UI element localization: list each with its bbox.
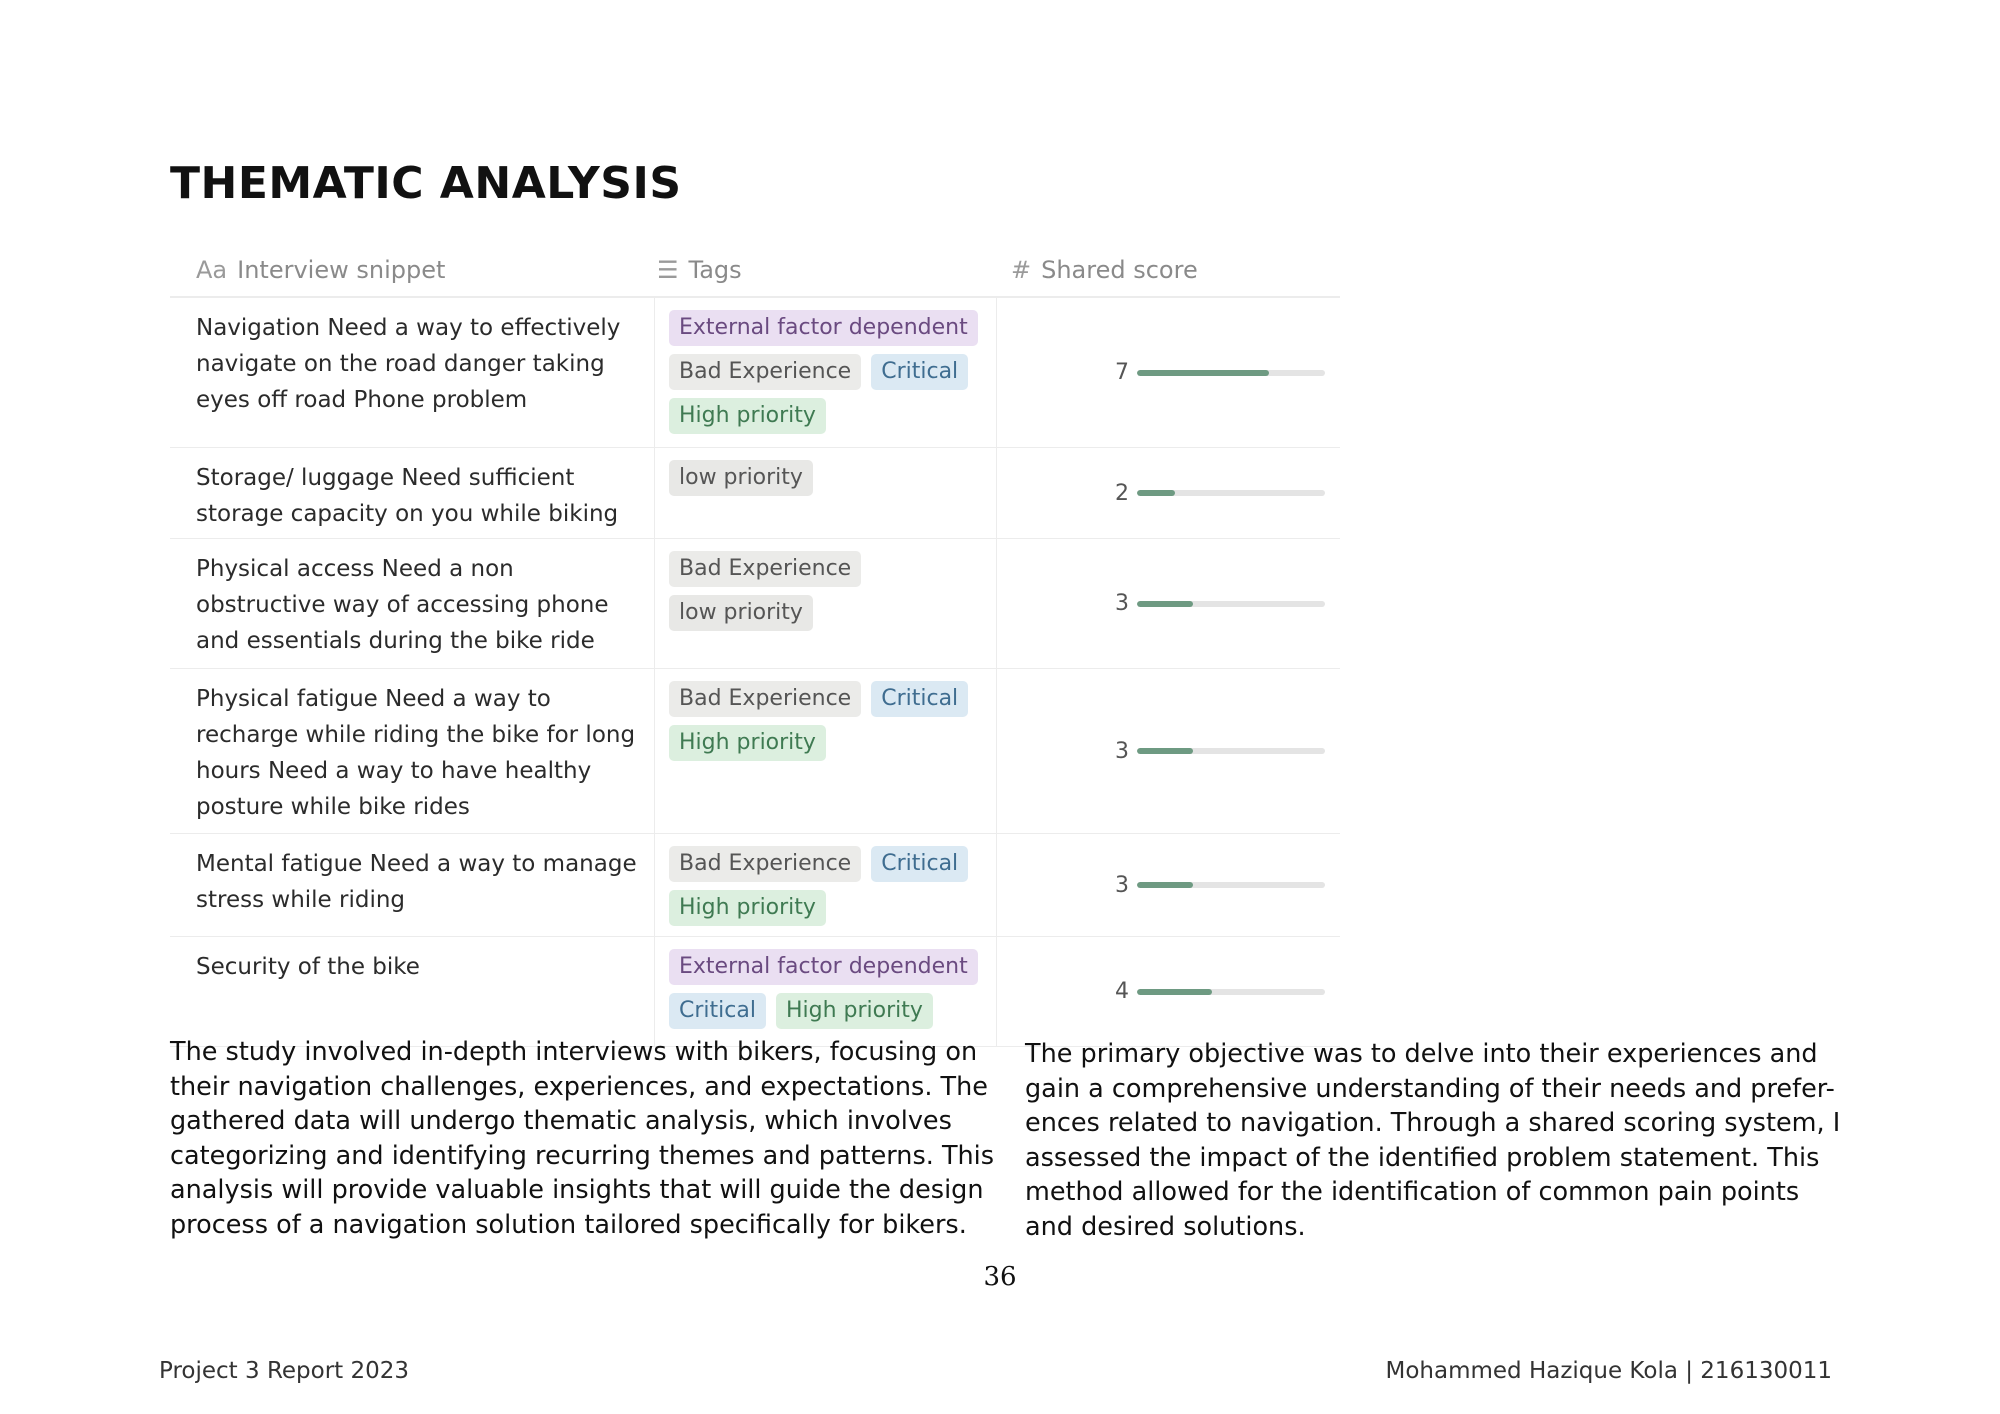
tag-badge: External factor dependent — [669, 949, 978, 985]
tag-badge: Critical — [871, 681, 968, 717]
tag-badge: High priority — [669, 725, 826, 761]
column-header-interview-snippet[interactable] — [170, 256, 655, 284]
tags-cell — [655, 539, 997, 668]
interview-snippet-cell: Security of the bike — [170, 937, 655, 1046]
footer-project-label: Project 3 Report 2023 — [159, 1358, 410, 1384]
table-row[interactable] — [170, 669, 1340, 834]
tag-badge: High priority — [776, 993, 933, 1029]
page-number: 36 — [983, 1262, 1017, 1292]
tag-badge: Critical — [669, 993, 766, 1029]
tag-badge: External factor dependent — [669, 310, 978, 346]
tag-badge: Bad Experience — [669, 354, 861, 390]
score-progress-fill — [1137, 490, 1175, 496]
tag-badge: Critical — [871, 846, 968, 882]
shared-score-cell — [997, 539, 1340, 668]
body-paragraph-right: The primary objective was to delve into their experiences and gain a comprehensive understanding of their needs and prefer-ences related to navigation. Through a shared scoring system, I assessed the impact of the identified problem statement. This method allowed for the identification of common pain points and desired solutions. — [1025, 1039, 1841, 1242]
score-progress-track — [1137, 748, 1325, 754]
score-progress-track — [1137, 490, 1325, 496]
body-paragraph-left: The study involved in-depth interviews with bikers, focusing on their navigation challenges, experiences, and expectations. The gathered data will undergo thematic analysis, which involves categorizing and identifying recurring themes and patterns. This analysis will provide valuable insights that will guide the design process of a navigation solution tailored specifically for bikers. — [170, 1037, 995, 1240]
shared-score-cell — [997, 669, 1340, 833]
tags-cell — [655, 834, 997, 936]
tag-badge: Bad Experience — [669, 551, 861, 587]
thematic-analysis-table — [170, 244, 1340, 1047]
tag-badge: High priority — [669, 890, 826, 926]
tag-badge: Bad Experience — [669, 681, 861, 717]
tag-badge: High priority — [669, 398, 826, 434]
score-progress-fill — [1137, 989, 1212, 995]
score-value: 2 — [1115, 480, 1129, 506]
score-progress-track — [1137, 989, 1325, 995]
shared-score-cell — [997, 298, 1340, 447]
footer-author-label: Mohammed Hazique Kola | 216130011 — [1385, 1358, 1832, 1384]
column-header-label: Shared score — [1041, 256, 1198, 284]
shared-score-cell — [997, 937, 1340, 1046]
score-progress-fill — [1137, 601, 1193, 607]
column-header-tags[interactable] — [655, 256, 997, 284]
table-header — [170, 244, 1340, 298]
table-body — [170, 298, 1340, 1047]
tags-cell — [655, 448, 997, 538]
score-value: 3 — [1115, 738, 1129, 764]
column-header-label: Interview snippet — [237, 256, 446, 284]
interview-snippet-cell: Physical fatigue Need a way to recharge while riding the bike for long hours Need a way to have healthy posture while bike rides — [170, 669, 655, 833]
interview-snippet-cell: Mental fatigue Need a way to manage stress while riding — [170, 834, 655, 936]
number-icon: # — [1011, 256, 1032, 284]
score-progress-fill — [1137, 748, 1193, 754]
table-row[interactable] — [170, 539, 1340, 669]
shared-score-cell — [997, 834, 1340, 936]
table-row[interactable] — [170, 937, 1340, 1047]
page-title: THEMATIC ANALYSIS — [170, 158, 682, 209]
tag-badge: Critical — [871, 354, 968, 390]
tag-badge: Bad Experience — [669, 846, 861, 882]
score-value: 7 — [1115, 360, 1129, 385]
score-progress-fill — [1137, 882, 1193, 888]
interview-snippet-cell: Physical access Need a non obstructive way of accessing phone and essentials during the bike ride — [170, 539, 655, 668]
column-header-shared-score[interactable] — [997, 256, 1340, 284]
score-value: 3 — [1115, 872, 1129, 898]
tag-badge: low priority — [669, 595, 813, 631]
tag-badge: low priority — [669, 460, 813, 496]
table-row[interactable] — [170, 834, 1340, 937]
score-value: 4 — [1115, 979, 1129, 1004]
table-row[interactable] — [170, 298, 1340, 448]
list-icon: ☰ — [657, 256, 679, 284]
score-progress-track — [1137, 601, 1325, 607]
score-progress-track — [1137, 370, 1325, 376]
text-type-icon: Aa — [196, 256, 228, 284]
score-progress-fill — [1137, 370, 1269, 376]
tags-cell — [655, 937, 997, 1046]
tags-cell — [655, 298, 997, 447]
table-row[interactable] — [170, 448, 1340, 539]
tags-cell — [655, 669, 997, 833]
score-progress-track — [1137, 882, 1325, 888]
score-value: 3 — [1115, 591, 1129, 616]
shared-score-cell — [997, 448, 1340, 538]
interview-snippet-cell: Navigation Need a way to effectively navigate on the road danger taking eyes off road Phone problem — [170, 298, 655, 447]
column-header-label: Tags — [688, 256, 742, 284]
interview-snippet-cell: Storage/ luggage Need sufficient storage capacity on you while biking — [170, 448, 655, 538]
